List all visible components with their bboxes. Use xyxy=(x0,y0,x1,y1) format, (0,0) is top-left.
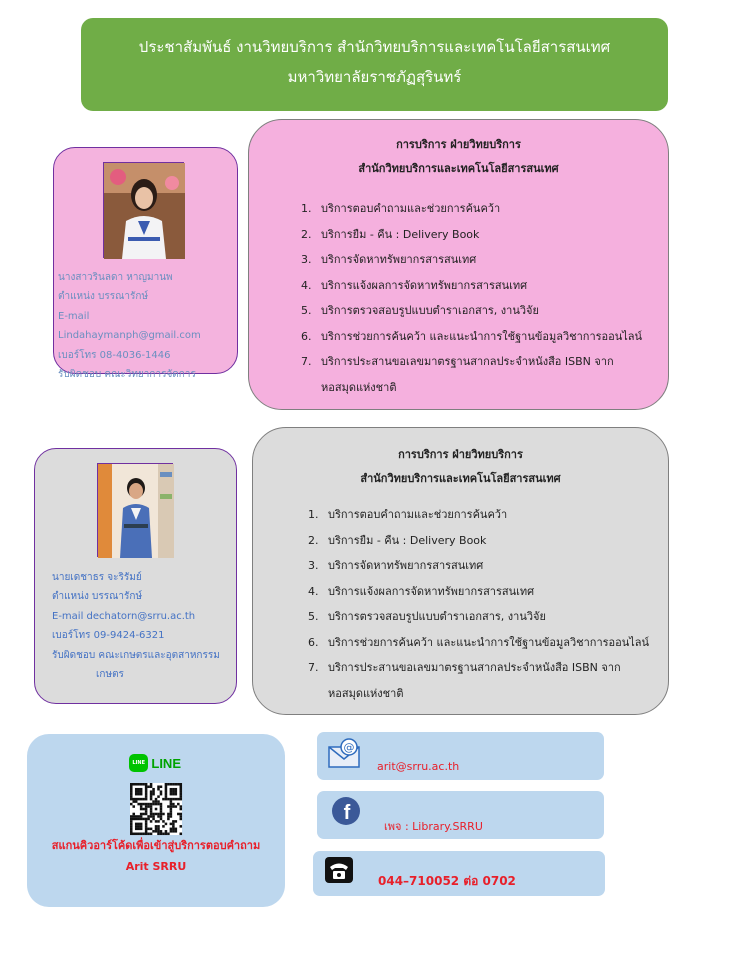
staff-phone: เบอร์โทร 09-9424-6321 xyxy=(52,630,165,642)
service-item: 6. บริการช่วยการค้นคว้า และแนะนำการใช้ฐานข้อมูลวิชาการออนไลน์ xyxy=(308,635,650,649)
header-title-line2: มหาวิทยาลัยราชภัฏสุรินทร์ xyxy=(287,68,462,86)
staff-info-1 xyxy=(58,268,201,384)
staff-photo-1-image xyxy=(104,163,185,259)
scan-qr-line2: Arit SRRU xyxy=(125,860,187,873)
service-item: 3. บริการจัดหาทรัพยากรสารสนเทศ xyxy=(308,559,484,572)
qr-code-icon[interactable] xyxy=(130,783,182,835)
staff-email[interactable]: Lindahaymanph@gmail.com xyxy=(58,330,201,342)
svg-text:@: @ xyxy=(343,741,355,754)
service-item: 2. บริการยืม - คืน : Delivery Book xyxy=(301,227,480,241)
service-panel-title xyxy=(253,443,668,491)
service-item: 6. บริการช่วยการค้นคว้า และแนะนำการใช้ฐานข้อมูลวิชาการออนไลน์ xyxy=(301,329,643,343)
staff-responsibility: รับผิดชอบ คณะเกษตรและอุตสาหกรรม xyxy=(52,649,220,661)
staff-name: นายเดชาธร จะริรัมย์ xyxy=(52,572,142,583)
staff-email[interactable]: E-mail dechatorn@srru.ac.th xyxy=(52,610,196,622)
staff-photo-2 xyxy=(97,463,173,557)
service-list xyxy=(301,196,656,400)
panel-title-line1: การบริการ ฝ่ายวิทยบริการ xyxy=(396,138,521,151)
svg-text:f: f xyxy=(343,802,351,824)
panel-title-line2: สำนักวิทยบริการและเทคโนโลยีสารสนเทศ xyxy=(358,162,559,175)
staff-photo-2-image xyxy=(98,464,174,558)
service-item: 3. บริการจัดหาทรัพยากรสารสนเทศ xyxy=(301,253,477,266)
staff-email-label: E-mail xyxy=(58,310,90,322)
scan-qr-text xyxy=(27,835,285,877)
staff-phone: เบอร์โทร 08-4036-1446 xyxy=(58,349,171,361)
email-icon xyxy=(327,737,363,771)
line-logo-icon[interactable] xyxy=(129,753,181,773)
service-item: 2. บริการยืม - คืน : Delivery Book xyxy=(308,533,487,547)
service-item: 1. บริการตอบคำถามและช่วยการค้นคว้า xyxy=(308,508,508,521)
facebook-page[interactable]: เพจ : Library.SRRU xyxy=(384,820,483,833)
line-bubble-icon: LINE xyxy=(129,754,148,772)
service-item: 5. บริการตรวจสอบรูปแบบตำราเอกสาร, งานวิจัย xyxy=(308,610,546,623)
staff-position: ตำแหน่ง บรรณารักษ์ xyxy=(58,291,149,303)
line-logo-text: LINE xyxy=(151,755,181,771)
service-panel-title xyxy=(249,133,668,181)
header-title-line1: ประชาสัมพันธ์ งานวิทยบริการ สำนักวิทยบริการและเทคโนโลยีสารสนเทศ xyxy=(138,38,611,56)
service-item: 5. บริการตรวจสอบรูปแบบตำราเอกสาร, งานวิจัย xyxy=(301,304,539,317)
service-panel-1 xyxy=(248,119,669,410)
staff-name: นางสาวรินลดา หาญมานพ xyxy=(58,272,173,283)
service-item: 4. บริการแจ้งผลการจัดหาทรัพยากรสารสนเทศ xyxy=(301,278,528,292)
staff-responsibility-cont: เกษตร xyxy=(96,669,124,681)
email-address[interactable]: arit@srru.ac.th xyxy=(377,760,460,773)
service-panel-2 xyxy=(252,427,669,715)
phone-icon xyxy=(325,857,353,883)
panel-title-line1: การบริการ ฝ่ายวิทยบริการ xyxy=(398,448,523,461)
service-item: 7. บริการประสานขอเลขมาตรฐานสากลประจำหนังสือ ISBN จากหอสมุดแห่งชาติ xyxy=(308,661,621,700)
panel-title-line2: สำนักวิทยบริการและเทคโนโลยีสารสนเทศ xyxy=(360,472,561,485)
header-banner xyxy=(81,18,668,111)
staff-info-2 xyxy=(52,568,220,684)
staff-position: ตำแหน่ง บรรณารักษ์ xyxy=(52,591,143,603)
phone-number[interactable]: 044–710052 ต่อ 0702 xyxy=(378,874,516,888)
qr-code-image xyxy=(130,783,182,835)
service-item: 1. บริการตอบคำถามและช่วยการค้นคว้า xyxy=(301,202,501,215)
service-item: 4. บริการแจ้งผลการจัดหาทรัพยากรสารสนเทศ xyxy=(308,584,535,598)
service-list xyxy=(308,502,656,706)
staff-photo-1 xyxy=(103,162,184,258)
service-item: 7. บริการประสานขอเลขมาตรฐานสากลประจำหนังสือ ISBN จากหอสมุดแห่งชาติ xyxy=(301,355,614,394)
scan-qr-line1: สแกนคิวอาร์โค้ดเพื่อเข้าสู่บริการตอบคำถาม xyxy=(51,839,261,852)
facebook-icon xyxy=(331,796,361,826)
staff-responsibility: รับผิดชอบ คณะวิทยาการจัดการ xyxy=(58,369,196,381)
